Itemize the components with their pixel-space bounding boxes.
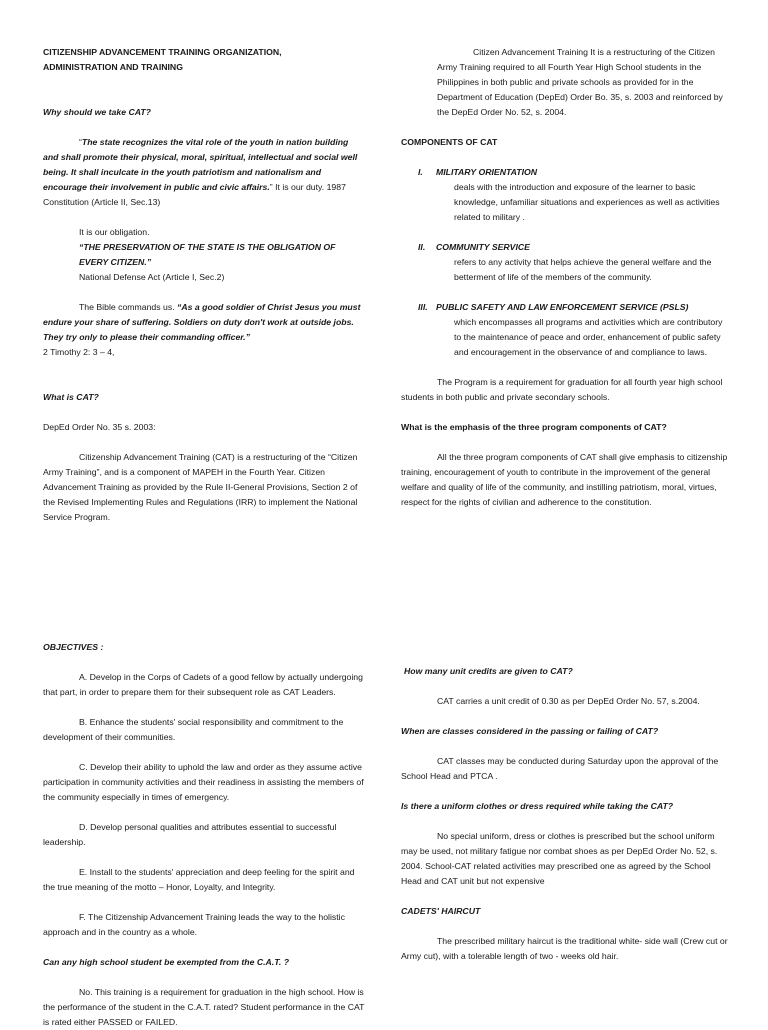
deped-order-label: DepEd Order No. 35 s. 2003: [43, 422, 156, 432]
why-heading: Why should we take CAT? [43, 107, 151, 117]
objective-d: D. Develop personal qualities and attributes essential to successful leadership. [43, 822, 337, 847]
credits-body: CAT carries a unit credit of 0.30 as per DepEd Order No. 57, s.2004. [437, 696, 700, 706]
obligation-line: It is our obligation. [79, 227, 150, 237]
constitution-quote: “The state recognizes the vital role of the youth in nation building and shall promote their physical, moral, spiritual, intellectual and social well being. It shall inculcate in the youth patriotism and nationalism and encourage their involvement in public and civic affairs.” It is our duty. 1987 Constitution (Article II, Sec.13) [43, 137, 358, 207]
objective-c: C. Develop their ability to uphold the law and order as they assume active participation in community activities and their readiness in assisting the members of the community especially in times of emergency. [43, 762, 364, 802]
objective-f: F. The Citizenship Advancement Training leads the way to the holistic approach and in the country as a whole. [43, 912, 345, 937]
exempt-body: No. This training is a requirement for graduation in the high school. How is the performance of the student in the C.A.T. rated? Student performance in the CAT is rated either PASSED or FAILED. [43, 987, 365, 1027]
component-1-heading: I. MILITARY ORIENTATION [418, 167, 538, 177]
right-column-lower [401, 664, 731, 964]
exempt-heading: Can any high school student be exempted from the C.A.T. ? [43, 957, 290, 967]
credits-heading: How many unit credits are given to CAT? [404, 666, 573, 676]
component-3-heading: III. PUBLIC SAFETY AND LAW ENFORCEMENT SERVICE (PSLS) [418, 302, 689, 312]
preservation-quote: “THE PRESERVATION OF THE STATE IS THE OBLIGATION OF EVERY CITIZEN.” [79, 242, 336, 267]
what-heading: What is CAT? [43, 392, 99, 402]
uniform-heading: Is there a uniform clothes or dress required while taking the CAT? [401, 801, 674, 811]
intro-paragraph: Citizen Advancement Training It is a restructuring of the Citizen Army Training required to all Fourth Year High School students in the Philippines in both public and private schools as provided for in the Department of Education (DepEd) Order Bo. 35, s. 2003 and reinforced by the DepEd Order No. 52, s. 2004. [437, 47, 723, 117]
objective-a: A. Develop in the Corps of Cadets of a good fellow by actually undergoing that part, in order to prepare them for their subsequent role as CAT Leaders. [43, 672, 363, 697]
component-2-heading: II. COMMUNITY SERVICE [418, 242, 530, 252]
objective-b: B. Enhance the students' social responsibility and commitment to the development of their communities. [43, 717, 344, 742]
what-body: Citizenship Advancement Training (CAT) is a restructuring of the “Citizen Army Training”, and is a component of MAPEH in the Fourth Year. Citizen Advancement Training as provided by the Rule II-General Provisions, Section 2 of the Revised Implementing Rules and Regulations (IRR) to implement the National Service Program. [43, 452, 358, 522]
component-1-body: deals with the introduction and exposure of the learner to basic knowledge, unfamiliar situations and experiences as well as activities related to military . [454, 182, 720, 222]
emphasis-body: All the three program components of CAT shall give emphasis to citizenship training, encouragement of youth to contribute in the improvement of the general welfare and quality of life of the community, and instilling patriotism, moral, virtues, respect for the rights of civilian and adherence to the constitution. [401, 452, 728, 507]
passing-heading: When are classes considered in the passing or failing of CAT? [401, 726, 659, 736]
haircut-heading: CADETS' HAIRCUT [401, 906, 481, 916]
objective-e: E. Install to the students' appreciation and deep feeling for the spirit and the true meaning of the motto – Honor, Loyalty, and Integrity. [43, 867, 355, 892]
right-column [401, 45, 731, 510]
haircut-body: The prescribed military haircut is the traditional white- side wall (Crew cut or Army cut), with a tolerable length of two - weeks old hair. [401, 936, 728, 961]
passing-body: CAT classes may be conducted during Saturday upon the approval of the School Head and PTCA . [401, 756, 719, 781]
uniform-body: No special uniform, dress or clothes is prescribed but the school uniform may be used, not military fatigue nor combat shoes as per DepEd Order No. 52, s. 2004. School-CAT related activities may prescribed one as agreed by the School Head and CAT unit but not expensive [401, 831, 718, 886]
objectives-heading: OBJECTIVES : [43, 642, 104, 652]
bible-quote: The Bible commands us. “As a good soldier of Christ Jesus you must endure your share of suffering. Soldiers on duty don't work at outside jobs. They try only to please their commanding officer.” [43, 302, 361, 342]
left-column-lower [43, 640, 365, 1030]
doc-title-line1: CITIZENSHIP ADVANCEMENT TRAINING ORGANIZATION, [43, 47, 282, 57]
component-3-body: which encompasses all programs and activities which are contributory to the maintenance of peace and order, enhancement of public safety and encouragement in the observance of and compliance to laws. [454, 317, 723, 357]
nda-citation: National Defense Act (Article I, Sec.2) [79, 272, 225, 282]
components-heading: COMPONENTS OF CAT [401, 137, 498, 147]
doc-title-line2: ADMINISTRATION AND TRAINING [43, 62, 183, 72]
left-column [43, 45, 365, 525]
emphasis-heading: What is the emphasis of the three program components of CAT? [401, 422, 667, 432]
program-requirement: The Program is a requirement for graduation for all fourth year high school students in both public and private secondary schools. [401, 377, 723, 402]
obligation-block [43, 225, 365, 285]
bible-reference: 2 Timothy 2: 3 – 4, [43, 347, 115, 357]
component-2-body: refers to any activity that helps achieve the general welfare and the betterment of life of the members of the community. [454, 257, 712, 282]
